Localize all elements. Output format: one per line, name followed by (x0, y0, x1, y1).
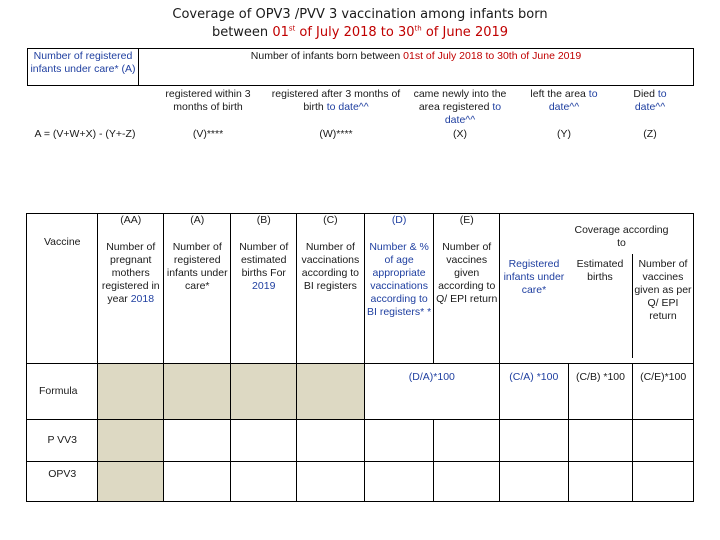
top-col-w-label: registered after 3 months of birth to date^^ (271, 88, 401, 113)
title-line-2: between 01st of July 2018 to 30th of June 2019 (211, 24, 509, 40)
formula-label-cell (27, 364, 98, 420)
formula-a (164, 364, 231, 420)
coverage-epi: Number of vaccines given as per Q/ EPI return (632, 254, 693, 358)
formula-f-cell: (C/A) *100 (499, 364, 568, 420)
top-col-w-code: (W)**** (319, 128, 353, 140)
desc-e: Number of vaccines given according to Q/ EPI return (436, 241, 498, 305)
desc-aa: Number of pregnant mothers registered in year 2018 (101, 241, 160, 305)
registered-infants-header: Number of registered infants under care* (A) (30, 50, 136, 75)
formula-aa (98, 364, 164, 420)
coverage-header: Coverage according to (574, 224, 669, 249)
top-col-z-label: Died to date^^ (633, 88, 667, 113)
top-col-z-code: (Z) (643, 128, 657, 140)
vaccine-header-cell (27, 214, 98, 364)
formula-a: A = (V+W+X) - (Y+-Z) (34, 128, 136, 140)
top-col-y-label: left the area to date^^ (530, 88, 598, 113)
row-label-pvv3: P VV3 (27, 420, 98, 462)
page-title (0, 6, 720, 42)
header-a: (A) Number of registered infants under care* (164, 214, 231, 364)
formula-h-cell: (C/E)*100 (633, 364, 694, 420)
table-row (27, 420, 694, 462)
formula-g-cell: (C/B) *100 (568, 364, 633, 420)
formula-d: (D/A)*100 (408, 371, 455, 383)
top-col-y-code: (Y) (557, 128, 571, 140)
desc-a: Number of registered infants under care* (166, 241, 228, 292)
formula-c (296, 364, 364, 420)
desc-d: Number & % of age appropriate vaccinations according to BI registers* * (367, 241, 432, 318)
desc-c: Number of vaccinations according to BI registers (301, 241, 360, 292)
coverage-estimated: Estimated births (576, 258, 624, 283)
header-b: (B) Number of estimated births For 2019 (231, 214, 297, 364)
top-col-x-code: (X) (453, 128, 467, 140)
top-col-v-label: registered within 3 months of birth (165, 88, 251, 113)
infants-born-span-header: Number of infants born between 01st of July 2018 to 30th of June 2019 (250, 50, 582, 62)
desc-b: Number of estimated births For 2019 (239, 241, 289, 292)
formula-label: Formula (39, 385, 78, 397)
coverage-header-cell (499, 214, 693, 364)
vaccine-label: Vaccine (43, 236, 81, 248)
coverage-registered: Registered infants under care* (503, 258, 565, 296)
table-row (27, 462, 694, 502)
top-col-x-label: came newly into the area registered to date^^ (413, 88, 507, 126)
header-d: (D) Number & % of age appropriate vaccinations according to BI registers* * (364, 214, 434, 364)
formula-d-cell (364, 364, 499, 420)
coverage-table (26, 213, 694, 502)
header-aa: (AA) Number of pregnant mothers registered in year 2018 (98, 214, 164, 364)
title-line-1: Coverage of OPV3 /PVV 3 vaccination among infants born (172, 7, 548, 22)
header-e: (E) Number of vaccines given according to Q/ EPI return (434, 214, 500, 364)
formula-b (231, 364, 297, 420)
row-label-opv3: OPV3 (27, 462, 98, 502)
header-c: (C) Number of vaccinations according to BI registers (296, 214, 364, 364)
top-col-v-code: (V)**** (192, 128, 224, 140)
